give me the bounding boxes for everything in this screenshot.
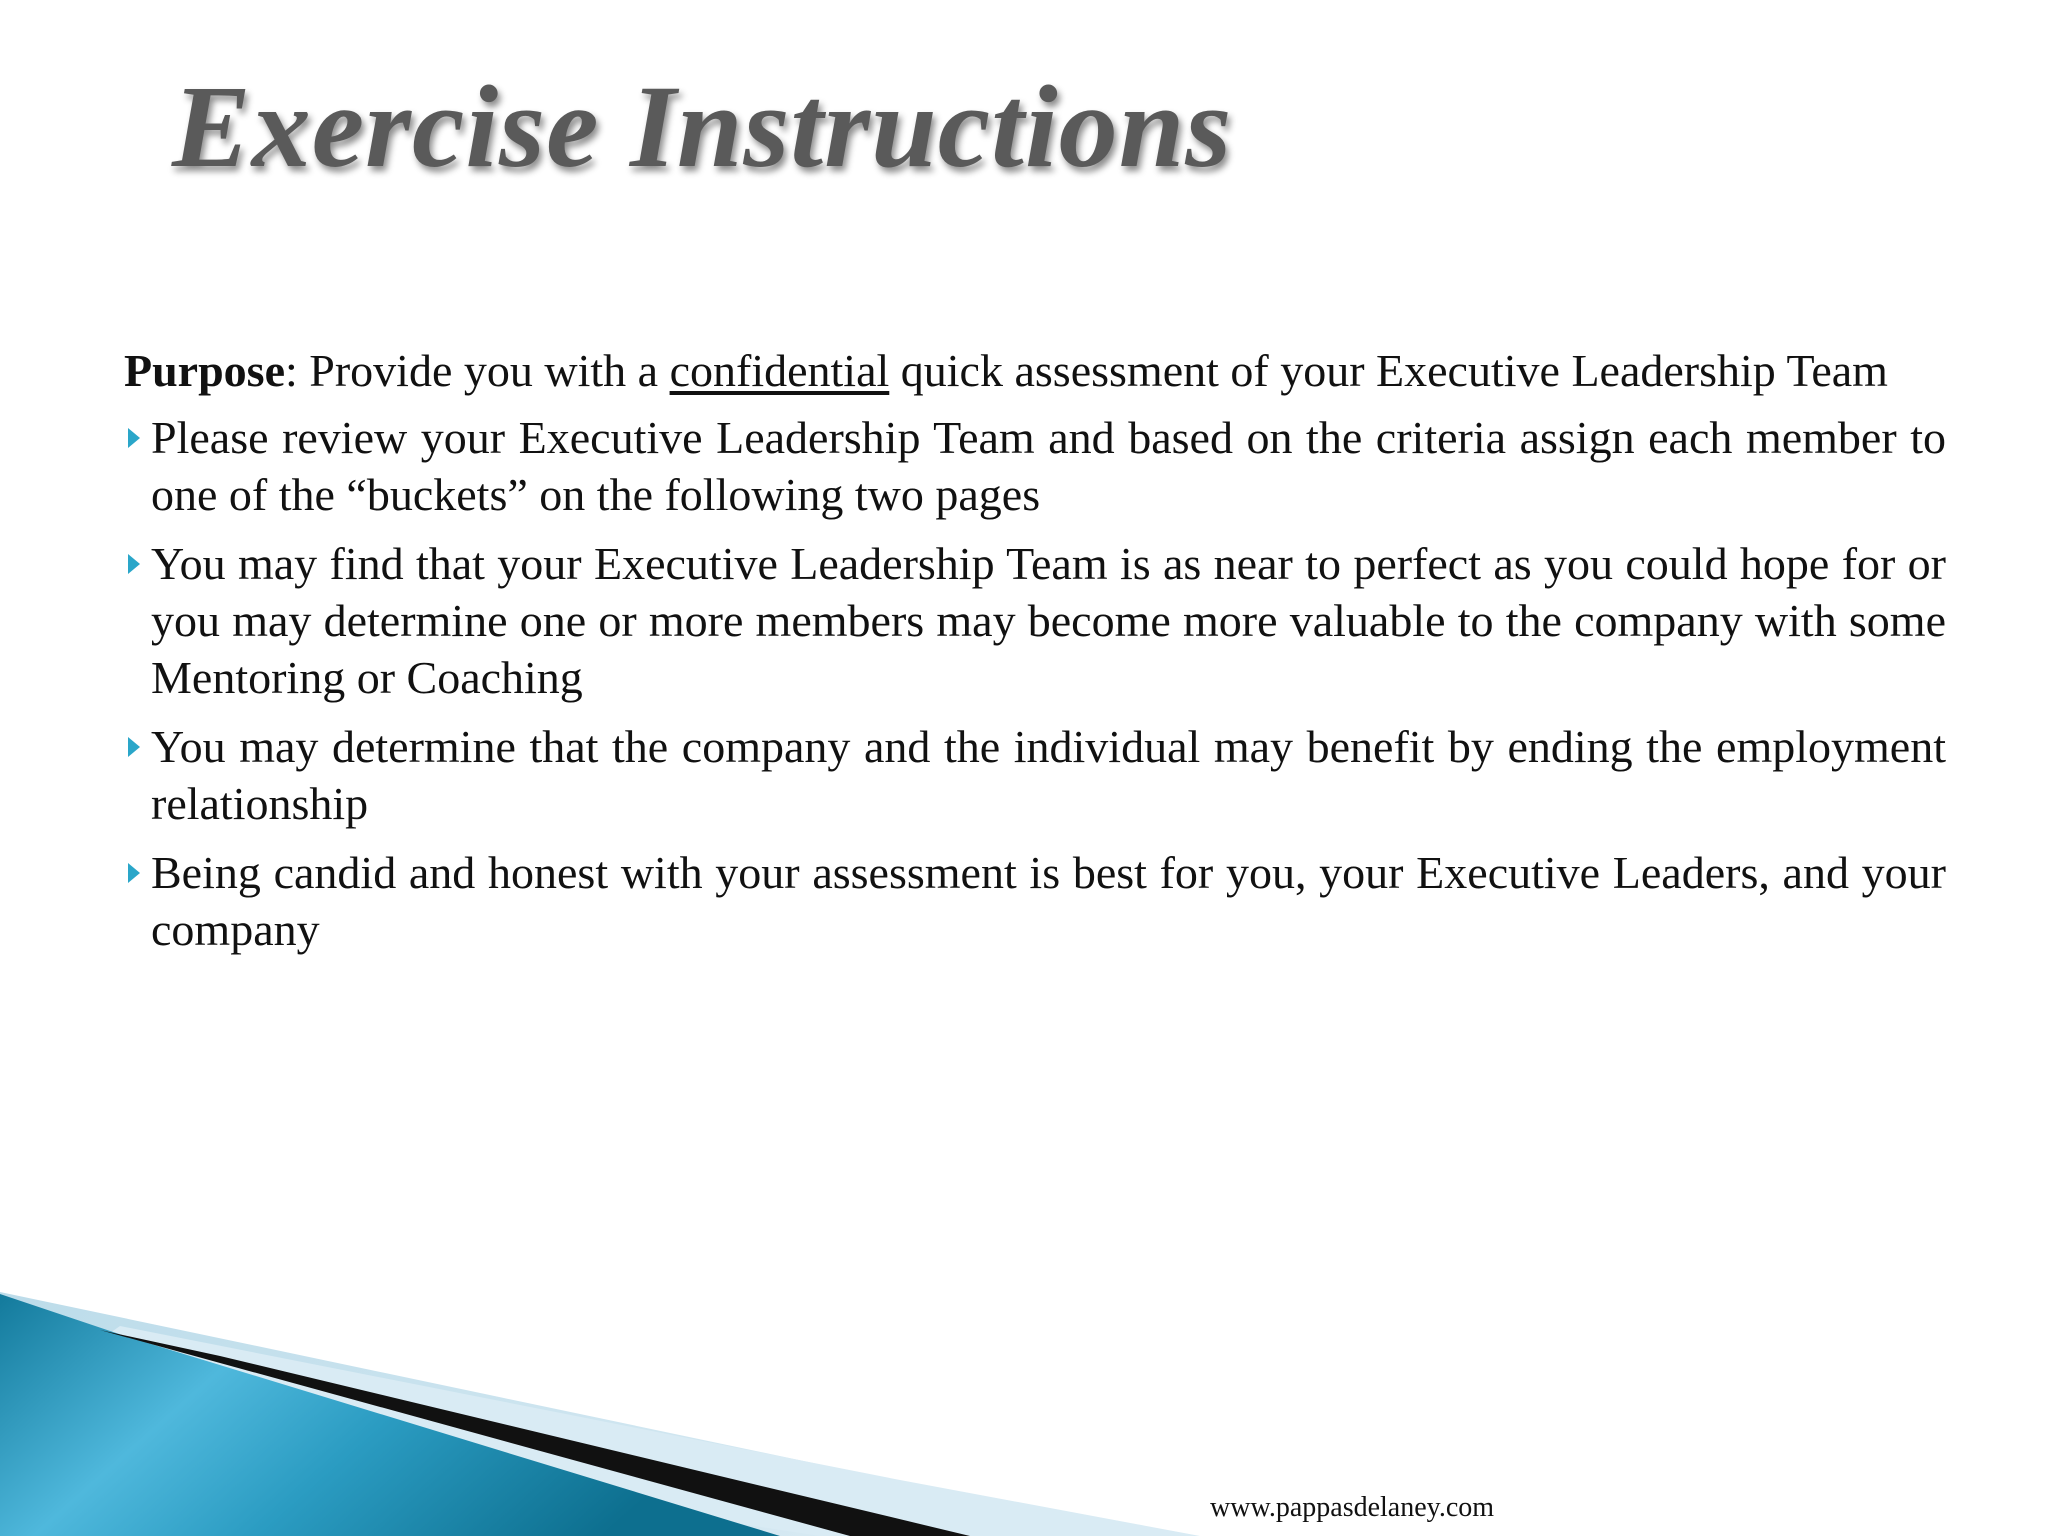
purpose-separator: : [285,345,298,396]
list-item-text: Please review your Executive Leadership Team and based on the criteria assign each member to one of the “buckets” on the following two pages [151,412,1946,520]
purpose-text-after: quick assessment of your Executive Leadership Team [889,345,1888,396]
footer-url: www.pappasdelaney.com [1210,1492,1495,1523]
list-item-text: Being candid and honest with your assessment is best for you, your Executive Leaders, and your company [151,847,1946,955]
list-item-text: You may find that your Executive Leadership Team is as near to perfect as you could hope for or you may determine one or more members may become more valuable to the company with some Mentoring or Coaching [151,538,1946,703]
purpose-text-before: Provide you with a [297,345,670,396]
slide-title: Exercise Instructions [172,61,1233,192]
purpose-underlined-word: confidential [669,345,890,396]
purpose-label: Purpose [124,345,285,396]
list-item-text: You may determine that the company and the individual may benefit by ending the employment relationship [151,721,1946,829]
